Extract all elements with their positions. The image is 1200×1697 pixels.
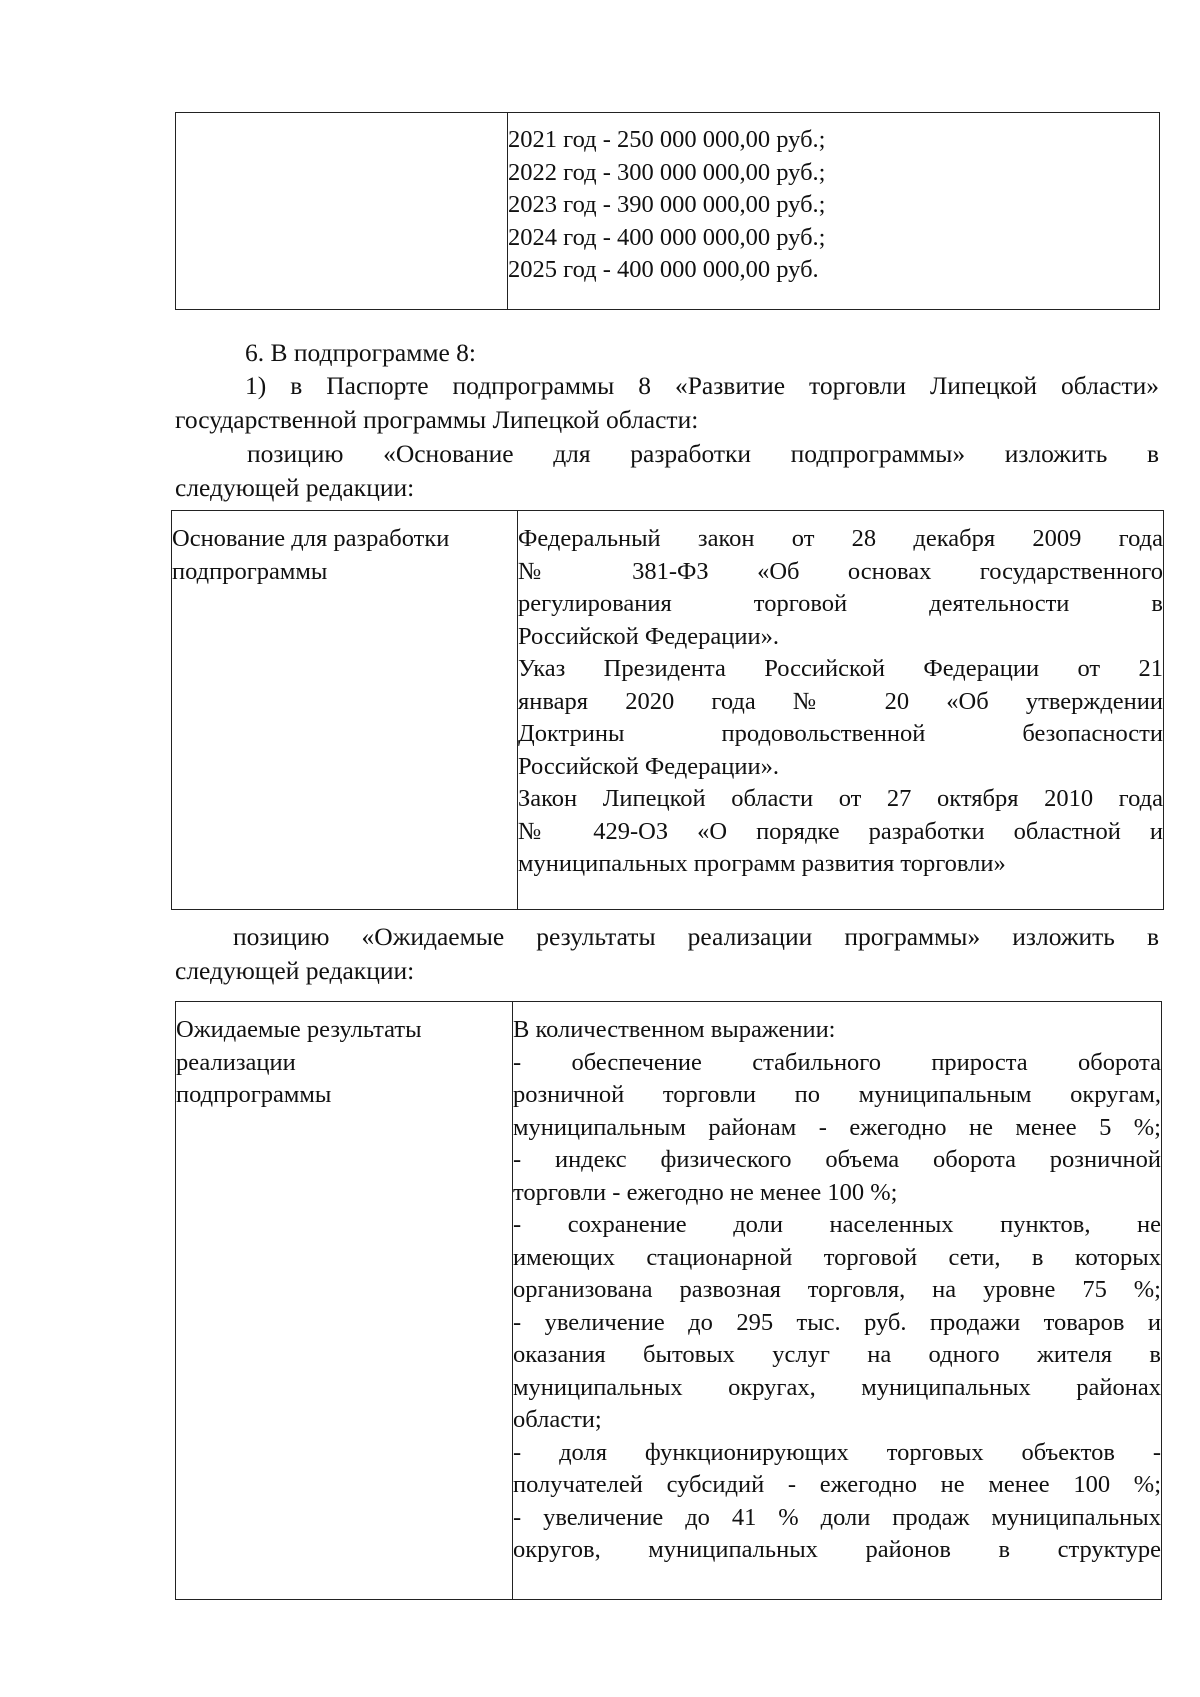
position1-paragraph	[175, 437, 1159, 505]
results-label-line: реализации	[176, 1048, 296, 1076]
results-line: - индекс физического объема оборота розничной	[513, 1146, 1161, 1173]
basis-label: Основание для разработки подпрограммы	[172, 525, 450, 585]
results-line: оказания бытовых услуг на одного жителя в	[513, 1341, 1161, 1368]
basis-line: муниципальных программ развития торговли»	[518, 850, 1006, 877]
results-line: - обеспечение стабильного прироста оборота	[513, 1048, 1161, 1076]
results-line: - увеличение до 295 тыс. руб. продажи товаров и	[513, 1308, 1161, 1336]
basis-line: Закон Липецкой области от 27 октября 2010 года	[518, 785, 1163, 812]
results-line: округов, муниципальных районов в структуре	[513, 1536, 1161, 1563]
results-content-cell	[513, 1002, 1162, 1600]
position2-line: следующей редакции:	[175, 956, 415, 985]
table-row	[176, 1002, 1162, 1600]
position2-paragraph	[175, 920, 1159, 988]
basis-label-cell	[172, 511, 518, 910]
results-line: - увеличение до 41 % доли продаж муниципальных	[513, 1503, 1161, 1531]
basis-line: Доктрины продовольственной безопасности	[518, 720, 1163, 747]
results-line: области;	[513, 1406, 602, 1433]
results-line: имеющих стационарной торговой сети, в которых	[513, 1243, 1161, 1271]
item1-paragraph	[175, 369, 1159, 437]
position1-line: следующей редакции:	[175, 473, 415, 502]
basis-line: Указ Президента Российской Федерации от 21	[518, 655, 1163, 682]
results-label-line: Ожидаемые результаты	[176, 1016, 422, 1043]
item1-line: 1) в Паспорте подпрограммы 8 «Развитие торговли Липецкой области»	[245, 371, 1159, 400]
results-line: муниципальных округах, муниципальных районах	[513, 1373, 1161, 1401]
basis-line: № 381-ФЗ «Об основах государственного	[518, 557, 1163, 585]
funding-table-right-cell	[508, 113, 1160, 310]
basis-content-cell	[518, 511, 1164, 910]
results-line: - доля функционирующих торговых объектов -	[513, 1438, 1161, 1466]
funding-table	[175, 112, 1160, 310]
funding-table-left-cell	[176, 113, 508, 310]
results-line: - сохранение доли населенных пунктов, не	[513, 1211, 1161, 1238]
basis-line: регулирования торговой деятельности в	[518, 590, 1163, 617]
results-table	[175, 1001, 1162, 1600]
funding-line: 2025 год - 400 000 000,00 руб.	[508, 256, 819, 283]
table-row	[172, 511, 1164, 910]
section-heading: 6. В подпрограмме 8:	[245, 338, 476, 367]
results-line: организована развозная торговля, на уровне 75 %;	[513, 1276, 1161, 1303]
results-label-line: подпрограммы	[176, 1081, 332, 1108]
basis-line: № 429-ОЗ «О порядке разработки областной и	[518, 817, 1163, 845]
results-line: получателей субсидий - ежегодно не менее 100 %;	[513, 1471, 1161, 1498]
funding-line: 2021 год - 250 000 000,00 руб.;	[508, 126, 826, 153]
results-label-cell	[176, 1002, 513, 1600]
funding-line: 2023 год - 390 000 000,00 руб.;	[508, 191, 826, 218]
position2-line: позицию «Ожидаемые результаты реализации программы» изложить в	[233, 922, 1159, 951]
table-row	[176, 113, 1160, 310]
basis-line: Федеральный закон от 28 декабря 2009 года	[518, 525, 1163, 552]
results-line: В количественном выражении:	[513, 1016, 836, 1043]
results-line: розничной торговли по муниципальным округам,	[513, 1081, 1161, 1108]
position1-line: позицию «Основание для разработки подпрограммы» изложить в	[247, 439, 1159, 468]
basis-line: Российской Федерации».	[518, 622, 779, 650]
funding-line: 2024 год - 400 000 000,00 руб.;	[508, 223, 826, 251]
results-line: торговли - ежегодно не менее 100 %;	[513, 1178, 898, 1206]
basis-line: января 2020 года № 20 «Об утверждении	[518, 687, 1163, 715]
item1-line: государственной программы Липецкой области:	[175, 405, 699, 434]
results-line: муниципальным районам - ежегодно не менее 5 %;	[513, 1113, 1161, 1141]
funding-line: 2022 год - 300 000 000,00 руб.;	[508, 158, 826, 186]
basis-table	[171, 510, 1164, 910]
basis-line: Российской Федерации».	[518, 752, 779, 780]
